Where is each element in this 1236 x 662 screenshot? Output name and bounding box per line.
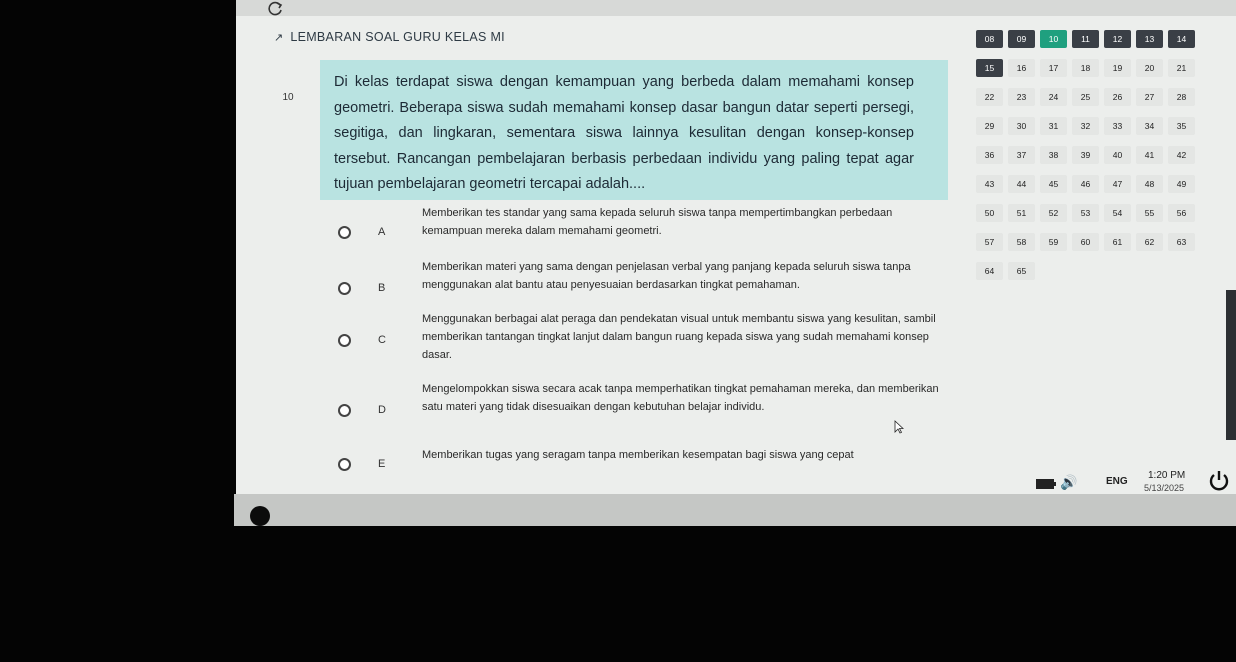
question-nav-button[interactable]: 58 — [1008, 233, 1035, 251]
system-tray — [1030, 470, 1226, 498]
question-nav-button[interactable]: 19 — [1104, 59, 1131, 77]
question-nav-button[interactable]: 35 — [1168, 117, 1195, 135]
question-nav-button[interactable]: 27 — [1136, 88, 1163, 106]
clock-time[interactable]: 1:20 PM — [1148, 470, 1186, 481]
option-letter: A — [378, 226, 386, 238]
question-text: Di kelas terdapat siswa dengan kemampuan yang berbeda dalam memahami konsep geometri. Beberapa siswa sudah memahami konsep dasar bangun datar seperti persegi, segitiga, dan lingkaran, sementara siswa lainnya kesulitan dengan konsep-konsep tersebut. Rancangan pembelajaran berbasis perbedaan individu yang paling tepat agar tujuan pembelajaran geometri tercapai adalah.... — [334, 74, 914, 192]
question-nav-button[interactable]: 10 — [1040, 30, 1067, 48]
question-nav-button[interactable]: 47 — [1104, 175, 1131, 193]
question-nav-button[interactable]: 36 — [976, 146, 1003, 164]
question-nav-button[interactable]: 20 — [1136, 59, 1163, 77]
external-link-icon[interactable]: ↗ — [274, 32, 284, 44]
question-nav-button[interactable]: 61 — [1104, 233, 1131, 251]
question-nav-button[interactable]: 41 — [1136, 146, 1163, 164]
question-panel — [320, 60, 948, 200]
question-nav-button[interactable]: 53 — [1072, 204, 1099, 222]
option-letter: E — [378, 458, 386, 470]
question-nav-button[interactable]: 34 — [1136, 117, 1163, 135]
question-nav-button[interactable]: 38 — [1040, 146, 1067, 164]
question-nav-button[interactable]: 65 — [1008, 262, 1035, 280]
question-nav-button[interactable]: 57 — [976, 233, 1003, 251]
question-nav-button[interactable]: 59 — [1040, 233, 1067, 251]
question-nav-button[interactable]: 52 — [1040, 204, 1067, 222]
option-text[interactable]: Memberikan tugas yang seragam tanpa memberikan kesempatan bagi siswa yang cepat — [422, 449, 854, 461]
question-nav-button[interactable]: 23 — [1008, 88, 1035, 106]
option-text[interactable]: Memberikan tes standar yang sama kepada seluruh siswa tanpa mempertimbangkan perbedaan kemampuan mereka dalam memahami geometri. — [422, 207, 893, 237]
question-nav-button[interactable]: 39 — [1072, 146, 1099, 164]
radio-button[interactable] — [338, 226, 351, 239]
question-nav-button[interactable]: 51 — [1008, 204, 1035, 222]
question-nav-button[interactable]: 14 — [1168, 30, 1195, 48]
option-letter: B — [378, 282, 386, 294]
question-nav-button[interactable]: 55 — [1136, 204, 1163, 222]
option-text[interactable]: Memberikan materi yang sama dengan penjelasan verbal yang panjang kepada seluruh siswa tanpa menggunakan alat bantu atau penyesuaian berdasarkan tingkat pemahaman. — [422, 261, 911, 291]
question-nav-button[interactable]: 28 — [1168, 88, 1195, 106]
question-nav-button[interactable]: 45 — [1040, 175, 1067, 193]
language-indicator[interactable]: ENG — [1106, 476, 1128, 487]
volume-icon[interactable]: 🔊 — [1060, 474, 1078, 490]
page-title-text: LEMBARAN SOAL GURU KELAS MI — [290, 30, 505, 44]
question-nav-button[interactable]: 33 — [1104, 117, 1131, 135]
radio-button[interactable] — [338, 334, 351, 347]
question-nav-button[interactable]: 40 — [1104, 146, 1131, 164]
question-nav-button[interactable]: 08 — [976, 30, 1003, 48]
question-nav-button[interactable]: 16 — [1008, 59, 1035, 77]
question-nav-button[interactable]: 17 — [1040, 59, 1067, 77]
question-nav-button[interactable]: 60 — [1072, 233, 1099, 251]
question-nav-button[interactable]: 12 — [1104, 30, 1131, 48]
question-nav-button[interactable]: 11 — [1072, 30, 1099, 48]
question-nav-button[interactable]: 56 — [1168, 204, 1195, 222]
question-nav-button[interactable]: 09 — [1008, 30, 1035, 48]
power-icon[interactable] — [1208, 470, 1230, 492]
option-text[interactable]: Mengelompokkan siswa secara acak tanpa memperhatikan tingkat pemahaman mereka, dan memberikan satu materi yang tidak disesuaikan dengan kebutuhan belajar individu. — [422, 383, 939, 413]
option-letter: D — [378, 404, 386, 416]
question-nav-button[interactable]: 30 — [1008, 117, 1035, 135]
radio-button[interactable] — [338, 282, 351, 295]
question-nav-button[interactable]: 22 — [976, 88, 1003, 106]
question-nav-button[interactable]: 64 — [976, 262, 1003, 280]
question-nav-button[interactable]: 29 — [976, 117, 1003, 135]
question-nav-button[interactable]: 24 — [1040, 88, 1067, 106]
question-nav-button[interactable]: 62 — [1136, 233, 1163, 251]
question-nav-button[interactable]: 42 — [1168, 146, 1195, 164]
question-nav-button[interactable]: 37 — [1008, 146, 1035, 164]
question-nav-button[interactable]: 25 — [1072, 88, 1099, 106]
question-nav-button[interactable]: 15 — [976, 59, 1003, 77]
question-nav-button[interactable]: 13 — [1136, 30, 1163, 48]
question-nav-button[interactable]: 32 — [1072, 117, 1099, 135]
battery-icon[interactable] — [1036, 479, 1054, 489]
question-nav-button[interactable]: 43 — [976, 175, 1003, 193]
question-nav-button[interactable]: 44 — [1008, 175, 1035, 193]
scrollbar[interactable] — [1226, 290, 1236, 440]
question-nav-button[interactable]: 26 — [1104, 88, 1131, 106]
camera-dot — [250, 506, 270, 526]
option-text[interactable]: Menggunakan berbagai alat peraga dan pendekatan visual untuk membantu siswa yang kesulitan, sambil memberikan tantangan tingkat lanjut dalam bangun ruang kepada siswa yang sudah memahami konsep dasar. — [422, 313, 936, 361]
question-nav-button[interactable]: 21 — [1168, 59, 1195, 77]
question-nav-button[interactable]: 50 — [976, 204, 1003, 222]
page-title — [274, 30, 505, 44]
question-nav-button[interactable]: 63 — [1168, 233, 1195, 251]
option-letter: C — [378, 334, 386, 346]
taskbar — [234, 494, 1236, 526]
question-nav-button[interactable]: 18 — [1072, 59, 1099, 77]
mouse-cursor-icon — [894, 420, 904, 434]
question-nav-button[interactable]: 31 — [1040, 117, 1067, 135]
question-nav-button[interactable]: 46 — [1072, 175, 1099, 193]
question-nav-button[interactable]: 49 — [1168, 175, 1195, 193]
question-nav-button[interactable]: 54 — [1104, 204, 1131, 222]
reload-icon[interactable] — [268, 1, 284, 17]
question-nav-button[interactable]: 48 — [1136, 175, 1163, 193]
question-number: 10 — [282, 91, 294, 103]
radio-button[interactable] — [338, 458, 351, 471]
clock-date[interactable]: 5/13/2025 — [1144, 483, 1185, 493]
radio-button[interactable] — [338, 404, 351, 417]
